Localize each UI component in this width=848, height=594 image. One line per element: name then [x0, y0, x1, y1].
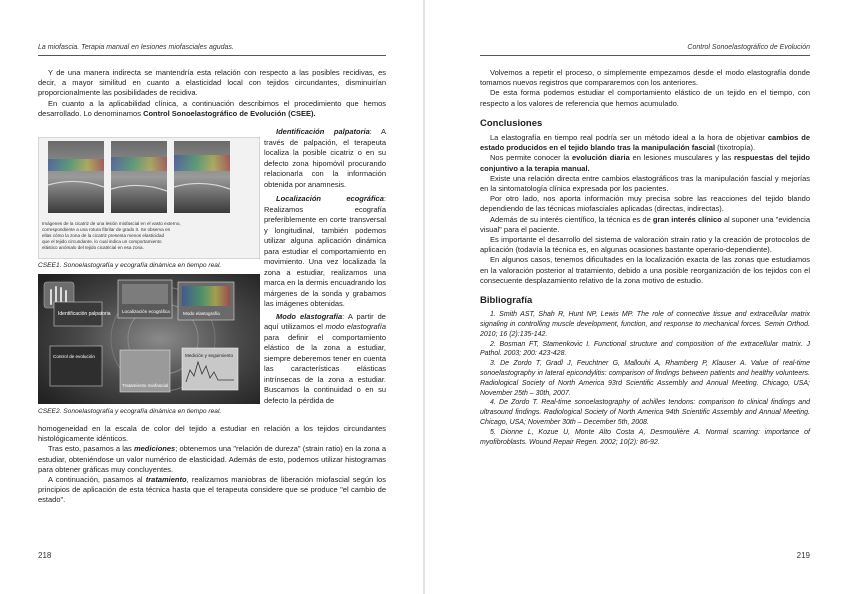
- page-number: 219: [796, 551, 810, 560]
- fig1-overlay-line-4: que el tejido circundante, lo cual indica un comportamiento: [42, 239, 162, 244]
- conclusion-7: En algunos casos, tenemos dificultades en la localización exacta de las zonas que estudiamos en la valoración posterior al tratamiento, debido a una posible reorganización de los tejidos con el consecuente desplazamiento relativo de la zona motivo de estudio.: [480, 255, 810, 285]
- fig2-label-ecografia: Localización ecográfica: [122, 309, 170, 314]
- fig1-overlay-line-2: correspondiente a una rotura fibrilar de grado II. Se observa en: [42, 227, 171, 232]
- figure-csee1-caption: CSEE1. Sonoelastografía y ecografía dinámica en tiempo real.: [38, 262, 222, 269]
- conclusion-3: Existe una relación directa entre cambios elastográficos tras la manipulación fascial y mejorías en la sintomatología clínica expresada por los pacientes.: [480, 173, 810, 194]
- identificacion-title: Identificación palpatoria: [276, 127, 370, 136]
- running-header: La miofascia. Terapia manual en lesiones miofasciales agudas.: [38, 44, 234, 51]
- bibliography-list: [480, 310, 810, 447]
- running-header: Control Sonoelastográfico de Evolución: [687, 44, 810, 51]
- step-box-identificacion: [54, 302, 111, 326]
- page-number: 218: [38, 551, 52, 560]
- right-page: [424, 0, 848, 594]
- conclusion-1: La elastografía en tiempo real podría ser un método ideal a la hora de objetivar cambios de estado producidos en el tejido blando tras la manipulación fascial (tixotropía).: [480, 133, 810, 153]
- localizacion-title: Localización ecográfica: [276, 194, 384, 203]
- figure-csee2-caption: CSEE2. Sonoelastografía y ecografía dinámica en tiempo real.: [38, 408, 222, 415]
- reference-1: 1. Smith AST, Shah R, Hunt NP, Lewis MP. The role of connective tissue and extracellular matrix signaling in controlling muscle development, function, and response to mechanical forces. Semin Orthod. 2010; 16 (2):135-142.: [480, 311, 810, 338]
- conclusion-5: Además de su interés científico, la técnica es de gran interés clínico al suponer una "evidencia visual" para el paciente.: [480, 214, 811, 234]
- step-box-tratamiento: [120, 350, 170, 392]
- fig1-overlay-line-3: ellas cómo la zona de la cicatriz presenta menos elasticidad: [42, 233, 165, 238]
- intro-text-block: [38, 68, 386, 119]
- ultrasound-image-1: [48, 141, 104, 213]
- reference-4: 4. De Zordo T. Real-time sonoelastography of achilles tendons: comparison to clinical findings and ultrasound findings. Radiological Society of North America 94th Scientific Assembly and Annual Meeting. Chicago, USA; November 30th – December 5th, 2008.: [480, 399, 810, 427]
- ultrasound-image-2: [111, 141, 167, 213]
- figure-csee2: [38, 274, 260, 404]
- paragraph-csee: En cuanto a la aplicabilidad clínica, a continuación describimos el procedimiento que hemos desarrollado. Lo denominamos Control Sonoelastográfico de Evolución (CSEE).: [38, 98, 386, 118]
- right-text-block: [480, 68, 810, 447]
- fig2-label-elastografia: Modo elastografía: [183, 311, 220, 316]
- step-box-control: [50, 346, 102, 386]
- fig2-label-mediciones: Medición y seguimiento: [185, 353, 234, 358]
- ultrasound-image-3: [174, 141, 230, 213]
- conclusiones-heading: Conclusiones: [480, 117, 543, 129]
- fig2-label-identificacion: Identificación palpatoria: [58, 311, 111, 317]
- bottom-text-block: [38, 424, 386, 506]
- tratamiento-term: tratamiento: [145, 475, 187, 485]
- paragraph-tratamiento: A continuación, pasamos al tratamiento, realizamos maniobras de liberación miofascial según los principios de aplicación de esta técnica hasta que el terapeuta considere que se produce "el cambio de estado".: [38, 475, 386, 505]
- paragraph-repetir: Volvemos a repetir el proceso, o simplemente empezamos desde el modo elastografía donde tomamos nuevos registros que compararemos con los anteriores.: [480, 68, 810, 88]
- conclusion-2: Nos permite conocer la evolución diaria en lesiones musculares y las respuestas del tejido conjuntivo a la terapia manual.: [480, 153, 810, 173]
- fig1-overlay-line-1: Imágenes de la cicatriz de una lesión miofascial en el vasto externo,: [42, 221, 181, 226]
- conclusion-6: Es importante el desarrollo del sistema de valoración strain ratio y la creación de protocolos de aplicación (todavía la técnica es, en algunas ocasiones bastante operario-dependiente).: [480, 235, 810, 255]
- reference-5: 5. Dionne L, Kozue U, Monte Alto Costa A, Desmoulière A. Normal scarring: importance of myofibroblasts. Wound Repair Regen. 2002; 10(2): 86-92.: [480, 428, 810, 446]
- paragraph-continuation: homogeneidad en la escala de color del tejido a estudiar en relación a los tejidos circundantes histológicamente idénticos.: [38, 424, 386, 444]
- fig2-label-tratamiento: Tratamiento miofascial: [122, 383, 169, 388]
- modo-title: Modo elastografía: [276, 311, 343, 321]
- paragraph-forma: De esta forma podemos estudiar el comportamiento elástico de un tejido en el tiempo, con respecto a los valores de referencia que hemos acumulado.: [480, 88, 810, 108]
- header-rule: [480, 55, 810, 56]
- bibliografia-heading: Bibliografía: [480, 295, 533, 307]
- paragraph-mediciones: Tras esto, pasamos a las mediciones; obtenemos una "relación de dureza" (strain ratio) en la zona a estudiar, obteniéndose un valor numérico de elasticidad. Además de esto, podemos utilizar histogramas para obtener gráficas muy concluyentes.: [38, 444, 386, 474]
- paragraph-recidivas: Y de una manera indirecta se mantendría esta relación con respecto a las posibles recidivas, es decir, a mayor similitud en cuanto a elasticidad local con tejidos circundantes, disminuirían proporcionalmente las posibilidades de recidiva.: [38, 68, 386, 98]
- reference-3: 3. De Zordo T, Gradl J, Feuchtner G, Mallouhi A, Rhamberg P, Klauser A. Value of real-time sonoelastography in lateral epicondylitis: comparison of findings between patients and healthy volunteers. Radiological Society of North America 93rd Scientific Assembly and Annual Meeting. Chicago, USA; November 25th – 30th, 2007.: [480, 360, 810, 397]
- procedure-column: [264, 127, 386, 406]
- mediciones-term: mediciones: [133, 444, 176, 454]
- csee-title: Control Sonoelastográfico de Evolución (CSEE).: [143, 108, 316, 118]
- paragraph-modo-elastografia: Modo elastografía: A partir de aquí utilizamos el modo elastografía para definir el comportamiento elástico de la zona a estudiar, siempre deberemos tener en cuenta las características elásticas intrínsecas de la zona a estudiar. Buscamos la continuidad o en su defecto la pérdida de: [264, 311, 387, 405]
- conclusion-4: Por otro lado, nos aporta información muy precisa sobre las reacciones del tejido blando dependiendo de las técnicas miofasciales aplicadas (directas, indirectas).: [480, 194, 810, 214]
- paragraph-identificacion: Identificación palpatoria: A través de palpación, el terapeuta localiza la posible cicatriz o en su defecto zona hipomóvil procurando relacionarla con la información obtenida por anamnesis.: [264, 127, 386, 189]
- step-box-elastografia: [178, 282, 234, 320]
- header-rule: [38, 55, 386, 56]
- step-box-mediciones: [182, 348, 238, 390]
- paragraph-localizacion: Localización ecográfica: Realizamos ecografía preferiblemente en corte transversal y longitudinal, también podemos utilizar alguna aplicación dinámica para estudiar el comportamiento en movimiento. Una vez localizada la zona a estudiar, realizamos una marca en la dermis encuadrando los márgenes de la sonda y grabamos las imágenes obtenidas.: [264, 194, 386, 308]
- fig1-overlay-line-5: elástico anómalo del tejido cicatricial en esa zona.: [42, 245, 144, 250]
- figure-csee1: [38, 137, 260, 259]
- fig2-label-control: Control de evolución: [53, 354, 95, 359]
- step-box-ecografia: [118, 280, 172, 318]
- reference-2: 2. Bosman FT, Stamenkovic I. Functional structure and composition of the extracellular matrix. J Pathol. 2003; 200: 423-428.: [480, 340, 810, 358]
